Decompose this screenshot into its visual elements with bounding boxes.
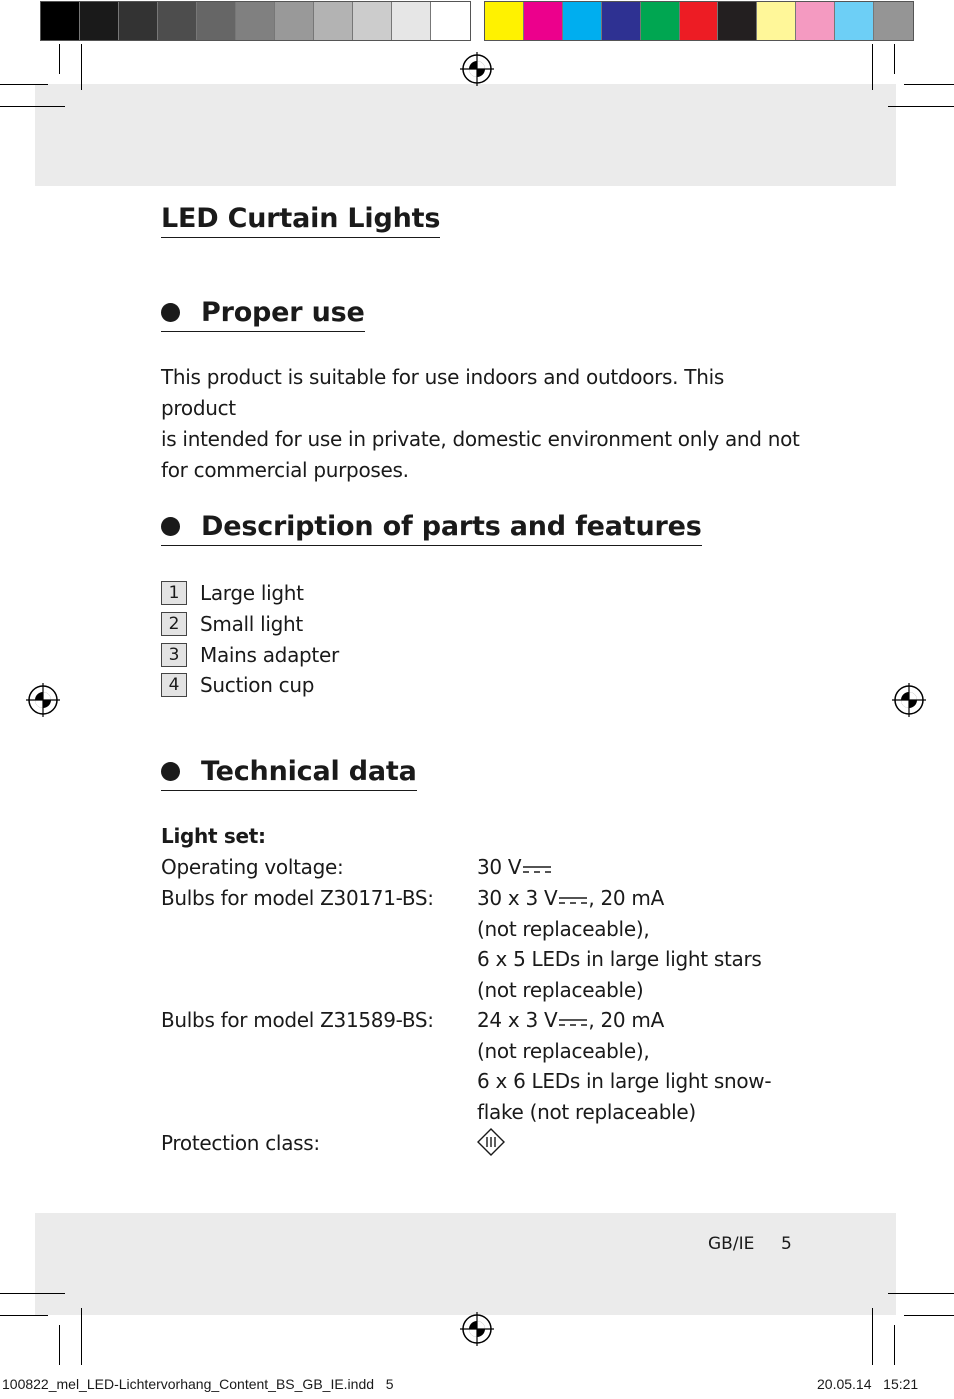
value-line <box>477 1005 771 1036</box>
crop-mark <box>904 1315 954 1316</box>
crop-mark <box>0 1315 48 1316</box>
crop-mark <box>59 44 60 74</box>
slug-filename: 100822_mel_LED-Lichtervorhang_Content_BS_GB_IE.indd 5 <box>2 1376 394 1392</box>
color-swatch <box>796 2 835 40</box>
part-label: Suction cup <box>200 673 315 698</box>
crop-mark <box>872 44 873 90</box>
part-number-badge: 1 <box>161 581 187 605</box>
section-heading-text: Technical data <box>201 756 417 787</box>
parts-list <box>161 578 339 701</box>
value-line <box>477 883 762 914</box>
bulbs-model-b-value <box>477 1005 771 1127</box>
light-set-subheading: Light set: <box>161 824 266 848</box>
crop-mark <box>0 1293 65 1294</box>
slug-datetime: 20.05.14 15:21 <box>817 1376 919 1392</box>
list-item <box>161 670 339 701</box>
color-swatch <box>757 2 796 40</box>
section-heading-text: Proper use <box>201 297 365 328</box>
color-swatch <box>718 2 757 40</box>
value-line: (not replaceable), <box>477 1038 650 1063</box>
value-text: 30 x 3 V <box>477 886 558 910</box>
color-swatch <box>275 2 314 40</box>
direct-current-icon <box>523 864 551 874</box>
color-swatch <box>431 2 470 40</box>
section-heading-parts <box>161 512 702 546</box>
crop-mark <box>888 1293 954 1294</box>
paragraph-line: for commercial purposes. <box>161 458 409 482</box>
bullet-dot-icon <box>161 762 180 781</box>
color-swatch <box>158 2 197 40</box>
list-item <box>161 578 339 609</box>
registration-mark-icon <box>26 683 60 717</box>
value-text: 24 x 3 V <box>477 1008 558 1032</box>
section-heading-text: Description of parts and features <box>201 511 702 542</box>
list-item <box>161 609 339 640</box>
direct-current-icon <box>559 895 587 905</box>
crop-mark <box>888 106 954 107</box>
value-line: 6 x 5 LEDs in large light stars <box>477 947 762 972</box>
registration-mark-icon <box>892 683 926 717</box>
color-swatch <box>680 2 719 40</box>
color-swatch <box>314 2 353 40</box>
crop-mark <box>904 84 954 85</box>
color-swatch <box>563 2 602 40</box>
value-line: (not replaceable) <box>477 977 644 1002</box>
color-swatch <box>641 2 680 40</box>
color-swatch <box>835 2 874 40</box>
bulbs-model-a-label: Bulbs for model Z30171-BS: <box>161 886 434 910</box>
operating-voltage-label: Operating voltage: <box>161 855 344 879</box>
color-swatch <box>236 2 275 40</box>
value-text: , 20 mA <box>588 886 664 910</box>
paragraph-line: is intended for use in private, domestic environment only and not <box>161 427 800 451</box>
part-label: Mains adapter <box>200 642 339 667</box>
color-swatch <box>197 2 236 40</box>
crop-mark <box>872 1308 873 1365</box>
bulbs-model-a-value <box>477 883 762 1005</box>
section-heading-proper-use <box>161 298 365 332</box>
page-number: 5 <box>781 1234 792 1254</box>
bulbs-model-b-label: Bulbs for model Z31589-BS: <box>161 1008 434 1032</box>
protection-class-label: Protection class: <box>161 1131 320 1155</box>
registration-mark-icon <box>460 1312 494 1346</box>
bullet-dot-icon <box>161 303 180 322</box>
crop-mark <box>894 44 895 74</box>
process-color-bar <box>484 1 914 41</box>
bullet-dot-icon <box>161 517 180 536</box>
crop-mark <box>894 1325 895 1365</box>
part-label: Small light <box>200 612 303 637</box>
crop-mark <box>59 1325 60 1365</box>
header-band <box>35 84 896 186</box>
crop-mark <box>81 1308 82 1365</box>
grayscale-color-bar <box>40 1 471 41</box>
color-swatch <box>119 2 158 40</box>
list-item <box>161 639 339 670</box>
color-swatch <box>353 2 392 40</box>
direct-current-icon <box>559 1017 587 1027</box>
part-label: Large light <box>200 581 304 606</box>
footer-language: GB/IE <box>708 1234 755 1254</box>
proper-use-paragraph <box>161 362 801 486</box>
paragraph-line: This product is suitable for use indoors and outdoors. This product <box>161 365 724 420</box>
value-text: , 20 mA <box>588 1008 664 1032</box>
crop-mark <box>0 84 48 85</box>
class-III-icon <box>477 1128 505 1156</box>
color-swatch <box>874 2 913 40</box>
section-heading-technical <box>161 757 417 791</box>
part-number-badge: 2 <box>161 612 187 636</box>
part-number-badge: 4 <box>161 673 187 697</box>
document-title: LED Curtain Lights <box>161 204 440 238</box>
part-number-badge: 3 <box>161 643 187 667</box>
color-swatch <box>41 2 80 40</box>
footer-band <box>35 1213 896 1315</box>
color-swatch <box>80 2 119 40</box>
color-swatch <box>485 2 524 40</box>
value-line: flake (not replaceable) <box>477 1099 696 1124</box>
color-swatch <box>602 2 641 40</box>
voltage-text: 30 V <box>477 855 522 879</box>
color-swatch <box>392 2 431 40</box>
crop-mark <box>0 106 65 107</box>
registration-mark-icon <box>460 52 494 86</box>
crop-mark <box>81 44 82 90</box>
color-swatch <box>524 2 563 40</box>
value-line: (not replaceable), <box>477 916 650 941</box>
operating-voltage-value <box>477 852 552 883</box>
value-line: 6 x 6 LEDs in large light snow- <box>477 1069 772 1094</box>
